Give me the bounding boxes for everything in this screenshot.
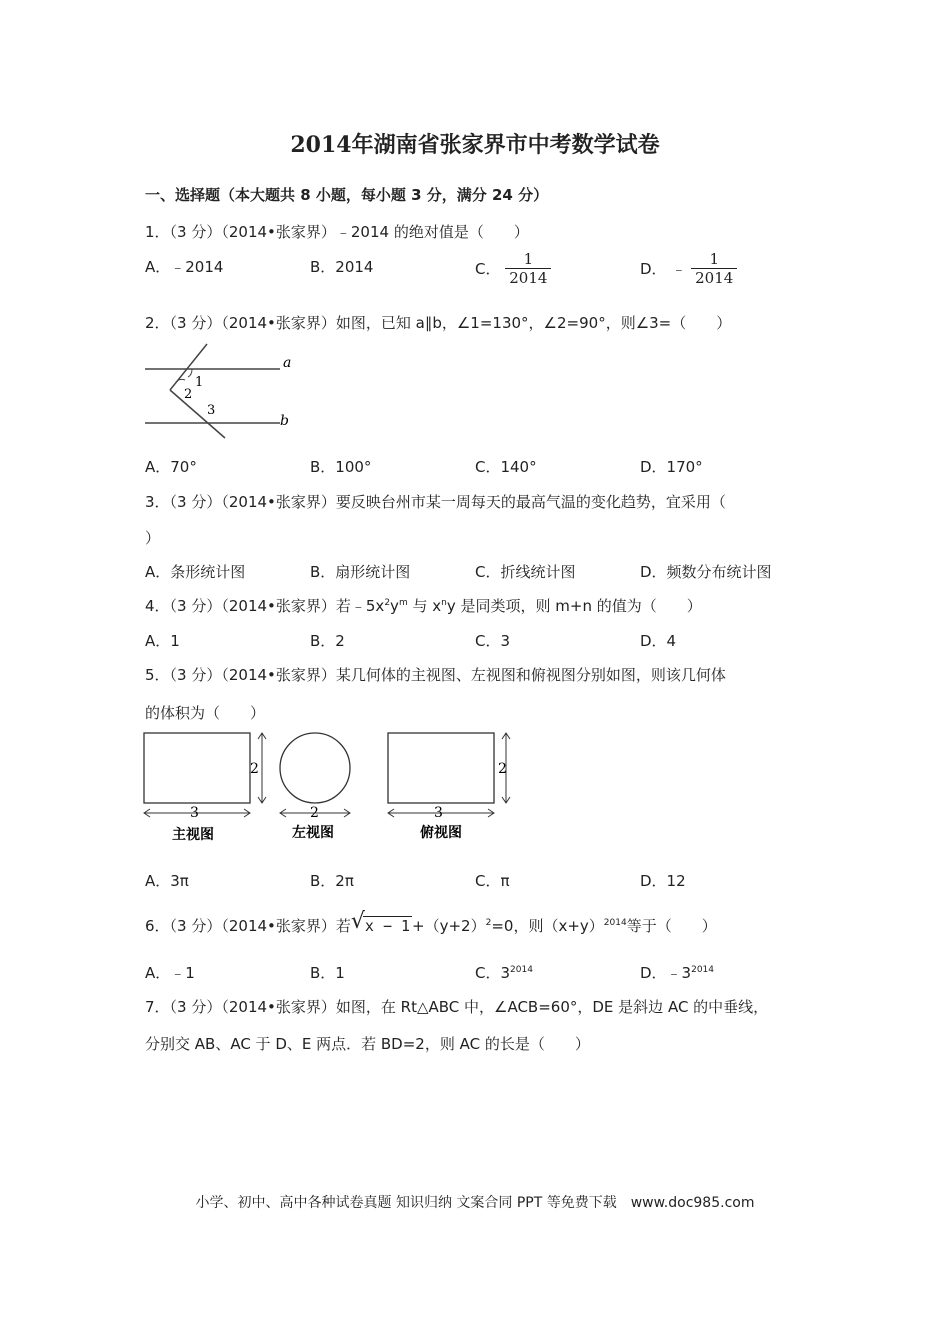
q4-option-d: D．4 bbox=[640, 632, 677, 650]
q6-stem-part2: +（y+2） bbox=[412, 917, 486, 935]
front-view-width-label: 3 bbox=[190, 805, 199, 821]
q4-stem bbox=[145, 595, 702, 616]
fig-label-b: b bbox=[280, 413, 289, 429]
sqrt-expression bbox=[350, 909, 412, 935]
q1-option-b: B．2014 bbox=[310, 258, 374, 276]
q1-stem: 1．（3 分）（2014•张家界）﹣2014 的绝对值是（ ） bbox=[145, 223, 529, 241]
q4-option-c: C．3 bbox=[475, 632, 511, 650]
q7-stem: 7．（3 分）（2014•张家界）如图，在 Rt△ABC 中，∠ACB=60°，DE 是斜边 AC 的中垂线， bbox=[145, 998, 769, 1016]
q6-stem bbox=[145, 909, 717, 936]
q1-c-denominator: 2014 bbox=[509, 269, 548, 287]
q1-c-numerator: 1 bbox=[505, 250, 551, 269]
q6-option-c-base: C．3 bbox=[475, 964, 511, 982]
q5-stem-continued: 的体积为（ ） bbox=[145, 704, 266, 722]
angle-1-arc bbox=[188, 369, 192, 377]
top-view-width-label: 3 bbox=[434, 805, 443, 821]
q4-sup-3: n bbox=[441, 598, 447, 608]
sqrt-radical-icon: √ bbox=[350, 909, 365, 934]
q3-stem: 3．（3 分）（2014•张家界）要反映台州市某一周每天的最高气温的变化趋势，宜采用（ bbox=[145, 493, 726, 511]
q1-option-d-fraction bbox=[691, 250, 737, 287]
q5-stem: 5．（3 分）（2014•张家界）某几何体的主视图、左视图和俯视图分别如图，则该几何体 bbox=[145, 666, 726, 684]
q3-option-b: B．扇形统计图 bbox=[310, 563, 411, 581]
q1-option-d bbox=[640, 250, 737, 287]
q1-option-a: A．﹣2014 bbox=[145, 258, 224, 276]
q3-option-a: A．条形统计图 bbox=[145, 563, 246, 581]
q5-option-b: B．2π bbox=[310, 872, 354, 890]
q2-stem: 2．（3 分）（2014•张家界）如图，已知 a∥b，∠1=130°，∠2=90°，则∠3=（ ） bbox=[145, 314, 732, 332]
q2-option-a: A．70° bbox=[145, 458, 197, 476]
fig-label-angle-3: 3 bbox=[207, 403, 216, 418]
q4-sup-1: 2 bbox=[384, 598, 391, 608]
front-view-height-label: 2 bbox=[250, 761, 259, 777]
q1-option-d-sign: ﹣ bbox=[671, 260, 687, 278]
top-view-height-label: 2 bbox=[498, 761, 507, 777]
sqrt-radicand: x − 1 bbox=[364, 917, 411, 935]
transversal-lower bbox=[170, 390, 225, 438]
q3-option-d: D．频数分布统计图 bbox=[640, 563, 772, 581]
q6-option-c bbox=[475, 962, 533, 983]
front-view-rect bbox=[144, 733, 250, 803]
q7-stem-continued: 分别交 AB、AC 于 D、E 两点．若 BD=2，则 AC 的长是（ ） bbox=[145, 1035, 590, 1053]
q5-option-c: C．π bbox=[475, 872, 510, 890]
section-heading: 一、选择题（本大题共 8 小题，每小题 3 分，满分 24 分） bbox=[145, 186, 549, 204]
q1-d-denominator: 2014 bbox=[695, 269, 734, 287]
q6-stem-part3: =0，则（x+y） bbox=[491, 917, 604, 935]
q4-stem-part1: 4．（3 分）（2014•张家界）若﹣5x bbox=[145, 597, 385, 615]
q6-option-d-exp: 2014 bbox=[691, 965, 715, 975]
q1-d-numerator: 1 bbox=[691, 250, 737, 269]
q5-three-views-figure bbox=[140, 725, 530, 850]
q1-option-c-fraction bbox=[505, 250, 551, 287]
q6-option-c-exp: 2014 bbox=[510, 965, 533, 975]
q6-option-b: B．1 bbox=[310, 964, 345, 982]
q6-stem-part1: 6．（3 分）（2014•张家界）若 bbox=[145, 917, 351, 935]
page-footer: 小学、初中、高中各种试卷真题 知识归纳 文案合同 PPT 等免费下载 www.doc985.com bbox=[195, 1195, 755, 1211]
q3-option-c: C．折线统计图 bbox=[475, 563, 576, 581]
q6-option-d-base: D．﹣3 bbox=[640, 964, 692, 982]
fig-label-angle-2: 2 bbox=[184, 387, 193, 402]
q4-sup-2: m bbox=[398, 598, 408, 608]
fig-label-angle-1: 1 bbox=[195, 375, 204, 390]
side-view-caption: 左视图 bbox=[292, 825, 334, 841]
q4-stem-part2: y bbox=[390, 597, 399, 615]
q4-stem-part4: y 是同类项，则 m+n 的值为（ ） bbox=[446, 597, 702, 615]
q5-option-a: A．3π bbox=[145, 872, 189, 890]
top-view-caption: 俯视图 bbox=[420, 825, 462, 841]
top-view-rect bbox=[388, 733, 494, 803]
fig-label-a: a bbox=[283, 355, 292, 371]
side-view-circle bbox=[280, 733, 350, 803]
q5-option-d: D．12 bbox=[640, 872, 686, 890]
q4-option-a: A．1 bbox=[145, 632, 180, 650]
q3-stem-continued: ） bbox=[145, 529, 161, 547]
q6-stem-part4: 等于（ ） bbox=[626, 917, 717, 935]
q2-option-d: D．170° bbox=[640, 458, 703, 476]
q2-parallel-lines-figure bbox=[140, 340, 300, 440]
q4-stem-part3: 与 x bbox=[407, 597, 442, 615]
side-view-dim-label: 2 bbox=[310, 805, 319, 821]
q6-sup-2: 2014 bbox=[603, 918, 627, 928]
q1-option-c-prefix: C． bbox=[475, 260, 501, 278]
q2-option-b: B．100° bbox=[310, 458, 372, 476]
page-title: 2014年湖南省张家界市中考数学试卷 bbox=[290, 132, 660, 158]
q2-option-c: C．140° bbox=[475, 458, 537, 476]
q1-option-d-prefix: D． bbox=[640, 260, 667, 278]
q6-option-a: A．﹣1 bbox=[145, 964, 195, 982]
q6-option-d bbox=[640, 962, 714, 983]
q4-option-b: B．2 bbox=[310, 632, 345, 650]
q6-sup-1: 2 bbox=[485, 918, 492, 928]
front-view-caption: 主视图 bbox=[172, 827, 214, 843]
q1-option-c bbox=[475, 250, 551, 287]
